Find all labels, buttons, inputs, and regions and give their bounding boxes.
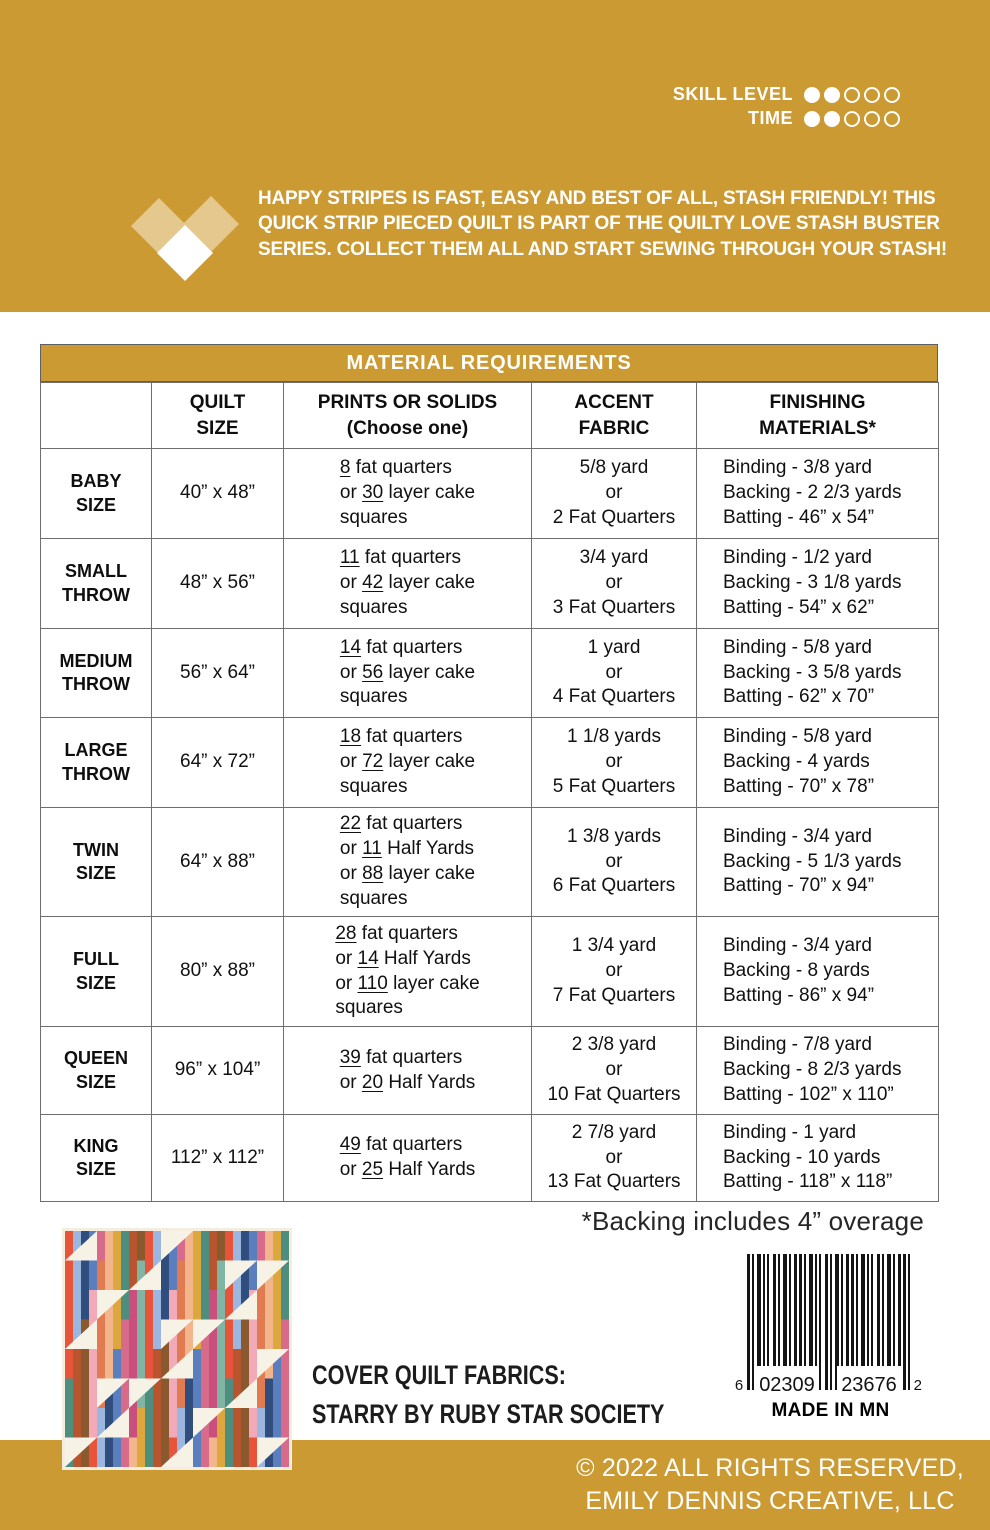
level-dot — [844, 111, 860, 127]
column-header: PRINTS OR SOLIDS (Choose one) — [284, 383, 532, 449]
finishing-cell: Binding - 3/8 yard Backing - 2 2/3 yards Batting - 46” x 54” — [697, 449, 939, 539]
column-header: FINISHING MATERIALS* — [697, 383, 939, 449]
svg-text:02309: 02309 — [759, 1374, 815, 1396]
table-row — [41, 718, 939, 808]
quilt-size-cell: 64” x 72” — [152, 718, 284, 808]
level-dot — [824, 87, 840, 103]
size-label: KING SIZE — [41, 1115, 152, 1202]
finishing-cell: Binding - 5/8 yard Backing - 4 yards Batting - 70” x 78” — [697, 718, 939, 808]
finishing-cell: Binding - 3/4 yard Backing - 8 yards Batting - 86” x 94” — [697, 917, 939, 1027]
level-dot — [864, 111, 880, 127]
size-label: MEDIUM THROW — [41, 629, 152, 718]
material-requirements-table — [40, 344, 938, 1202]
quilt-size-cell: 40” x 48” — [152, 449, 284, 539]
svg-text:2: 2 — [913, 1377, 922, 1394]
barcode-image — [733, 1250, 928, 1398]
quilty-love-heart-logo-icon — [126, 192, 246, 292]
table-row — [41, 539, 939, 629]
accent-fabric-cell: 2 3/8 yard or 10 Fat Quarters — [532, 1027, 697, 1115]
description-line: QUICK STRIP PIECED QUILT IS PART OF THE QUILTY LOVE STASH BUSTER — [258, 213, 940, 235]
table-row — [41, 917, 939, 1027]
prints-cell: 22 fat quarters or 11 Half Yards or 88 layer cake squares — [284, 808, 532, 917]
finishing-cell: Binding - 5/8 yard Backing - 3 5/8 yards Batting - 62” x 70” — [697, 629, 939, 718]
quilt-size-cell: 56” x 64” — [152, 629, 284, 718]
quilt-size-cell: 80” x 88” — [152, 917, 284, 1027]
accent-fabric-cell: 2 7/8 yard or 13 Fat Quarters — [532, 1115, 697, 1202]
size-label: SMALL THROW — [41, 539, 152, 629]
table-row — [41, 449, 939, 539]
copyright-line: © 2022 ALL RIGHTS RESERVED, — [576, 1454, 964, 1482]
time-dots — [804, 111, 900, 127]
size-label: LARGE THROW — [41, 718, 152, 808]
prints-cell: 18 fat quarters or 72 layer cake squares — [284, 718, 532, 808]
skill-level-row — [673, 84, 900, 105]
top-band — [0, 0, 990, 312]
accent-fabric-cell: 1 3/8 yards or 6 Fat Quarters — [532, 808, 697, 917]
level-dot — [804, 111, 820, 127]
table-row — [41, 1027, 939, 1115]
prints-cell: 14 fat quarters or 56 layer cake squares — [284, 629, 532, 718]
pattern-description — [258, 186, 947, 262]
size-label: FULL SIZE — [41, 917, 152, 1027]
quilt-size-cell: 112” x 112” — [152, 1115, 284, 1202]
upc-barcode — [733, 1250, 928, 1422]
table-title: MATERIAL REQUIREMENTS — [40, 344, 938, 382]
accent-fabric-cell: 1 1/8 yards or 5 Fat Quarters — [532, 718, 697, 808]
rating-meters — [673, 84, 900, 129]
finishing-cell: Binding - 1/2 yard Backing - 3 1/8 yards Batting - 54” x 62” — [697, 539, 939, 629]
finishing-cell: Binding - 7/8 yard Backing - 8 2/3 yards Batting - 102” x 110” — [697, 1027, 939, 1115]
time-row — [748, 108, 900, 129]
column-header: QUILT SIZE — [152, 383, 284, 449]
size-label: QUEEN SIZE — [41, 1027, 152, 1115]
size-label: TWIN SIZE — [41, 808, 152, 917]
accent-fabric-cell: 3/4 yard or 3 Fat Quarters — [532, 539, 697, 629]
level-dot — [824, 111, 840, 127]
column-header — [41, 383, 152, 449]
level-dot — [864, 87, 880, 103]
finishing-cell: Binding - 1 yard Backing - 10 yards Batting - 118” x 118” — [697, 1115, 939, 1202]
cover-quilt-image — [62, 1228, 292, 1470]
level-dot — [804, 87, 820, 103]
accent-fabric-cell: 5/8 yard or 2 Fat Quarters — [532, 449, 697, 539]
table-header-row — [41, 383, 939, 449]
skill-level-label: SKILL LEVEL — [672, 84, 793, 104]
table-row — [41, 1115, 939, 1202]
svg-text:23676: 23676 — [841, 1374, 897, 1396]
table-row — [41, 629, 939, 718]
description-line: HAPPY STRIPES IS FAST, EASY AND BEST OF ALL, STASH FRIENDLY! THIS — [258, 188, 936, 209]
table-row — [41, 808, 939, 917]
quilt-size-cell: 96” x 104” — [152, 1027, 284, 1115]
prints-cell: 8 fat quarters or 30 layer cake squares — [284, 449, 532, 539]
level-dot — [844, 87, 860, 103]
svg-text:6: 6 — [734, 1377, 744, 1394]
column-header: ACCENT FABRIC — [532, 383, 697, 449]
quilt-size-cell: 64” x 88” — [152, 808, 284, 917]
copyright-notice — [550, 1452, 990, 1519]
copyright-line: EMILY DENNIS CREATIVE, LLC — [585, 1487, 955, 1516]
level-dot — [884, 111, 900, 127]
prints-cell: 28 fat quarters or 14 Half Yards or 110 layer cake squares — [284, 917, 532, 1027]
level-dot — [884, 87, 900, 103]
quilt-size-cell: 48” x 56” — [152, 539, 284, 629]
backing-overage-note: *Backing includes 4” overage — [581, 1206, 924, 1236]
prints-cell: 11 fat quarters or 42 layer cake squares — [284, 539, 532, 629]
cover-fabrics-value: STARRY BY RUBY STAR SOCIETY — [312, 1399, 665, 1430]
prints-cell: 39 fat quarters or 20 Half Yards — [284, 1027, 532, 1115]
prints-cell: 49 fat quarters or 25 Half Yards — [284, 1115, 532, 1202]
cover-fabrics-credit — [312, 1356, 664, 1434]
accent-fabric-cell: 1 yard or 4 Fat Quarters — [532, 629, 697, 718]
size-label: BABY SIZE — [41, 449, 152, 539]
skill-level-dots — [804, 87, 900, 103]
made-in-label: MADE IN MN — [771, 1400, 890, 1421]
cover-fabrics-label: COVER QUILT FABRICS: — [312, 1360, 567, 1390]
finishing-cell: Binding - 3/4 yard Backing - 5 1/3 yards Batting - 70” x 94” — [697, 808, 939, 917]
description-line: SERIES. COLLECT THEM ALL AND START SEWING THROUGH YOUR STASH! — [258, 238, 948, 260]
accent-fabric-cell: 1 3/4 yard or 7 Fat Quarters — [532, 917, 697, 1027]
time-label: TIME — [748, 108, 793, 128]
